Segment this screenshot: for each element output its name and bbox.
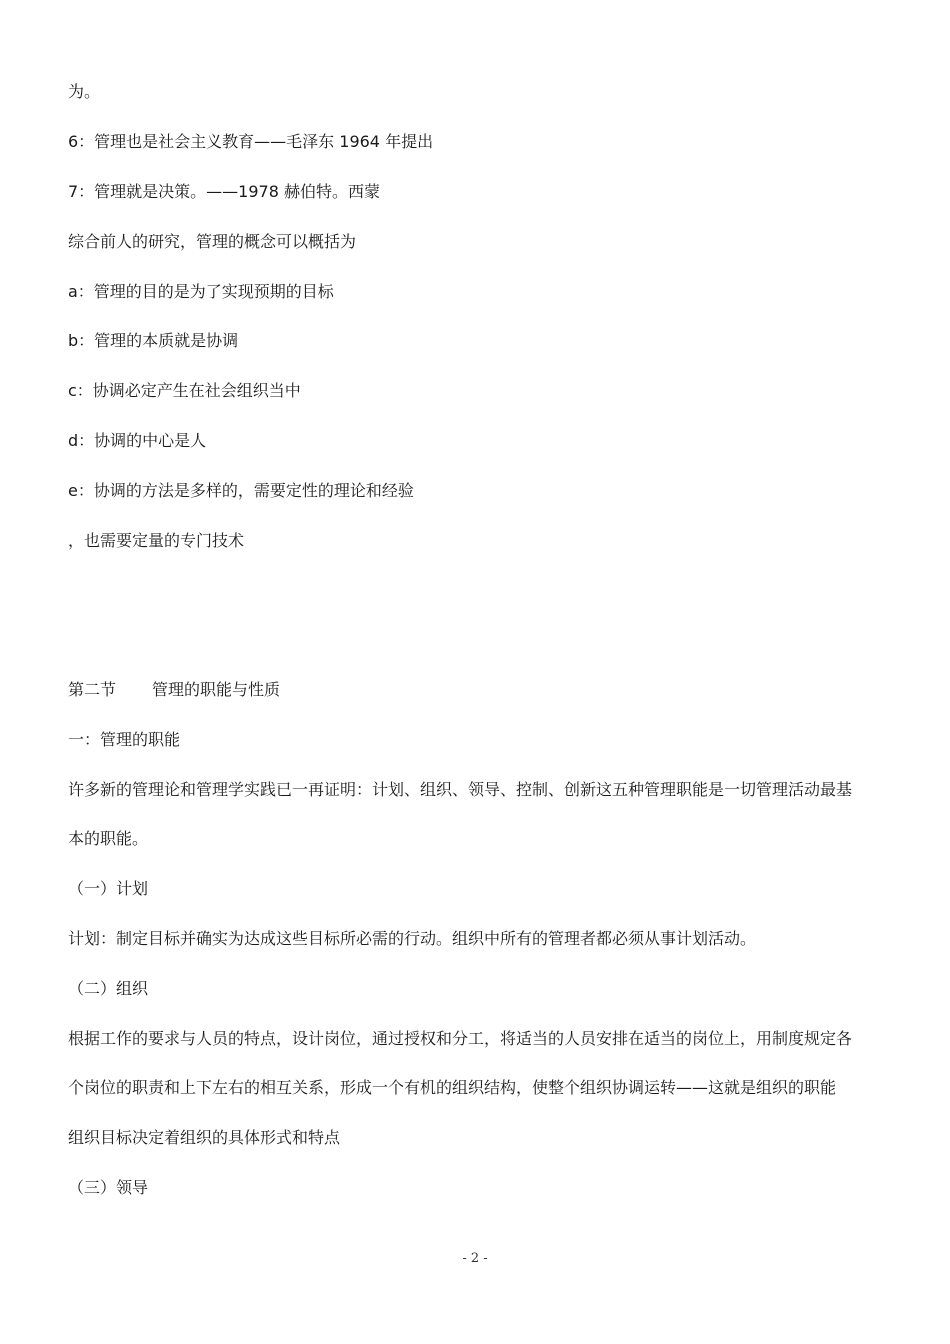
paragraph-line: 个岗位的职责和上下左右的相互关系，形成一个有机的组织结构，使整个组织协调运转——这就是组织的职能 [68, 1078, 837, 1097]
list-item: b：管理的本质就是协调 [68, 331, 239, 350]
subheading: （三）领导 [68, 1178, 149, 1197]
list-item: d：协调的中心是人 [68, 431, 207, 450]
list-item: c：协调必定产生在社会组织当中 [68, 381, 301, 400]
text-line: 为。 [68, 82, 101, 101]
section-heading [68, 679, 888, 701]
paragraph-line: 本的职能。 [68, 829, 149, 848]
paragraph-line: 组织目标决定着组织的具体形式和特点 [68, 1128, 341, 1147]
section-title: 管理的职能与性质 [152, 680, 281, 699]
text-line: ，也需要定量的专门技术 [68, 531, 245, 550]
text-line: 6：管理也是社会主义教育——毛泽东 1964 年提出 [68, 132, 434, 151]
paragraph-line: 计划：制定目标并确实为达成这些目标所必需的行动。组织中所有的管理者都必须从事计划活动。 [68, 929, 757, 948]
paragraph-line: 许多新的管理论和管理学实践已一再证明：计划、组织、领导、控制、创新这五种管理职能是一切管理活动最基 [68, 780, 853, 799]
text-line: 综合前人的研究，管理的概念可以概括为 [68, 232, 357, 251]
list-item: a：管理的目的是为了实现预期的目标 [68, 282, 334, 301]
page-number: - 2 - [462, 1251, 488, 1266]
subheading: （一）计划 [68, 879, 149, 898]
section-number: 第二节 [68, 680, 117, 699]
paragraph-line: 根据工作的要求与人员的特点，设计岗位，通过授权和分工，将适当的人员安排在适当的岗位上，用制度规定各 [68, 1029, 853, 1048]
subheading: （二）组织 [68, 979, 149, 998]
list-item: e：协调的方法是多样的，需要定性的理论和经验 [68, 481, 414, 500]
subheading: 一：管理的职能 [68, 730, 181, 749]
text-line: 7：管理就是决策。——1978 赫伯特。西蒙 [68, 182, 380, 201]
